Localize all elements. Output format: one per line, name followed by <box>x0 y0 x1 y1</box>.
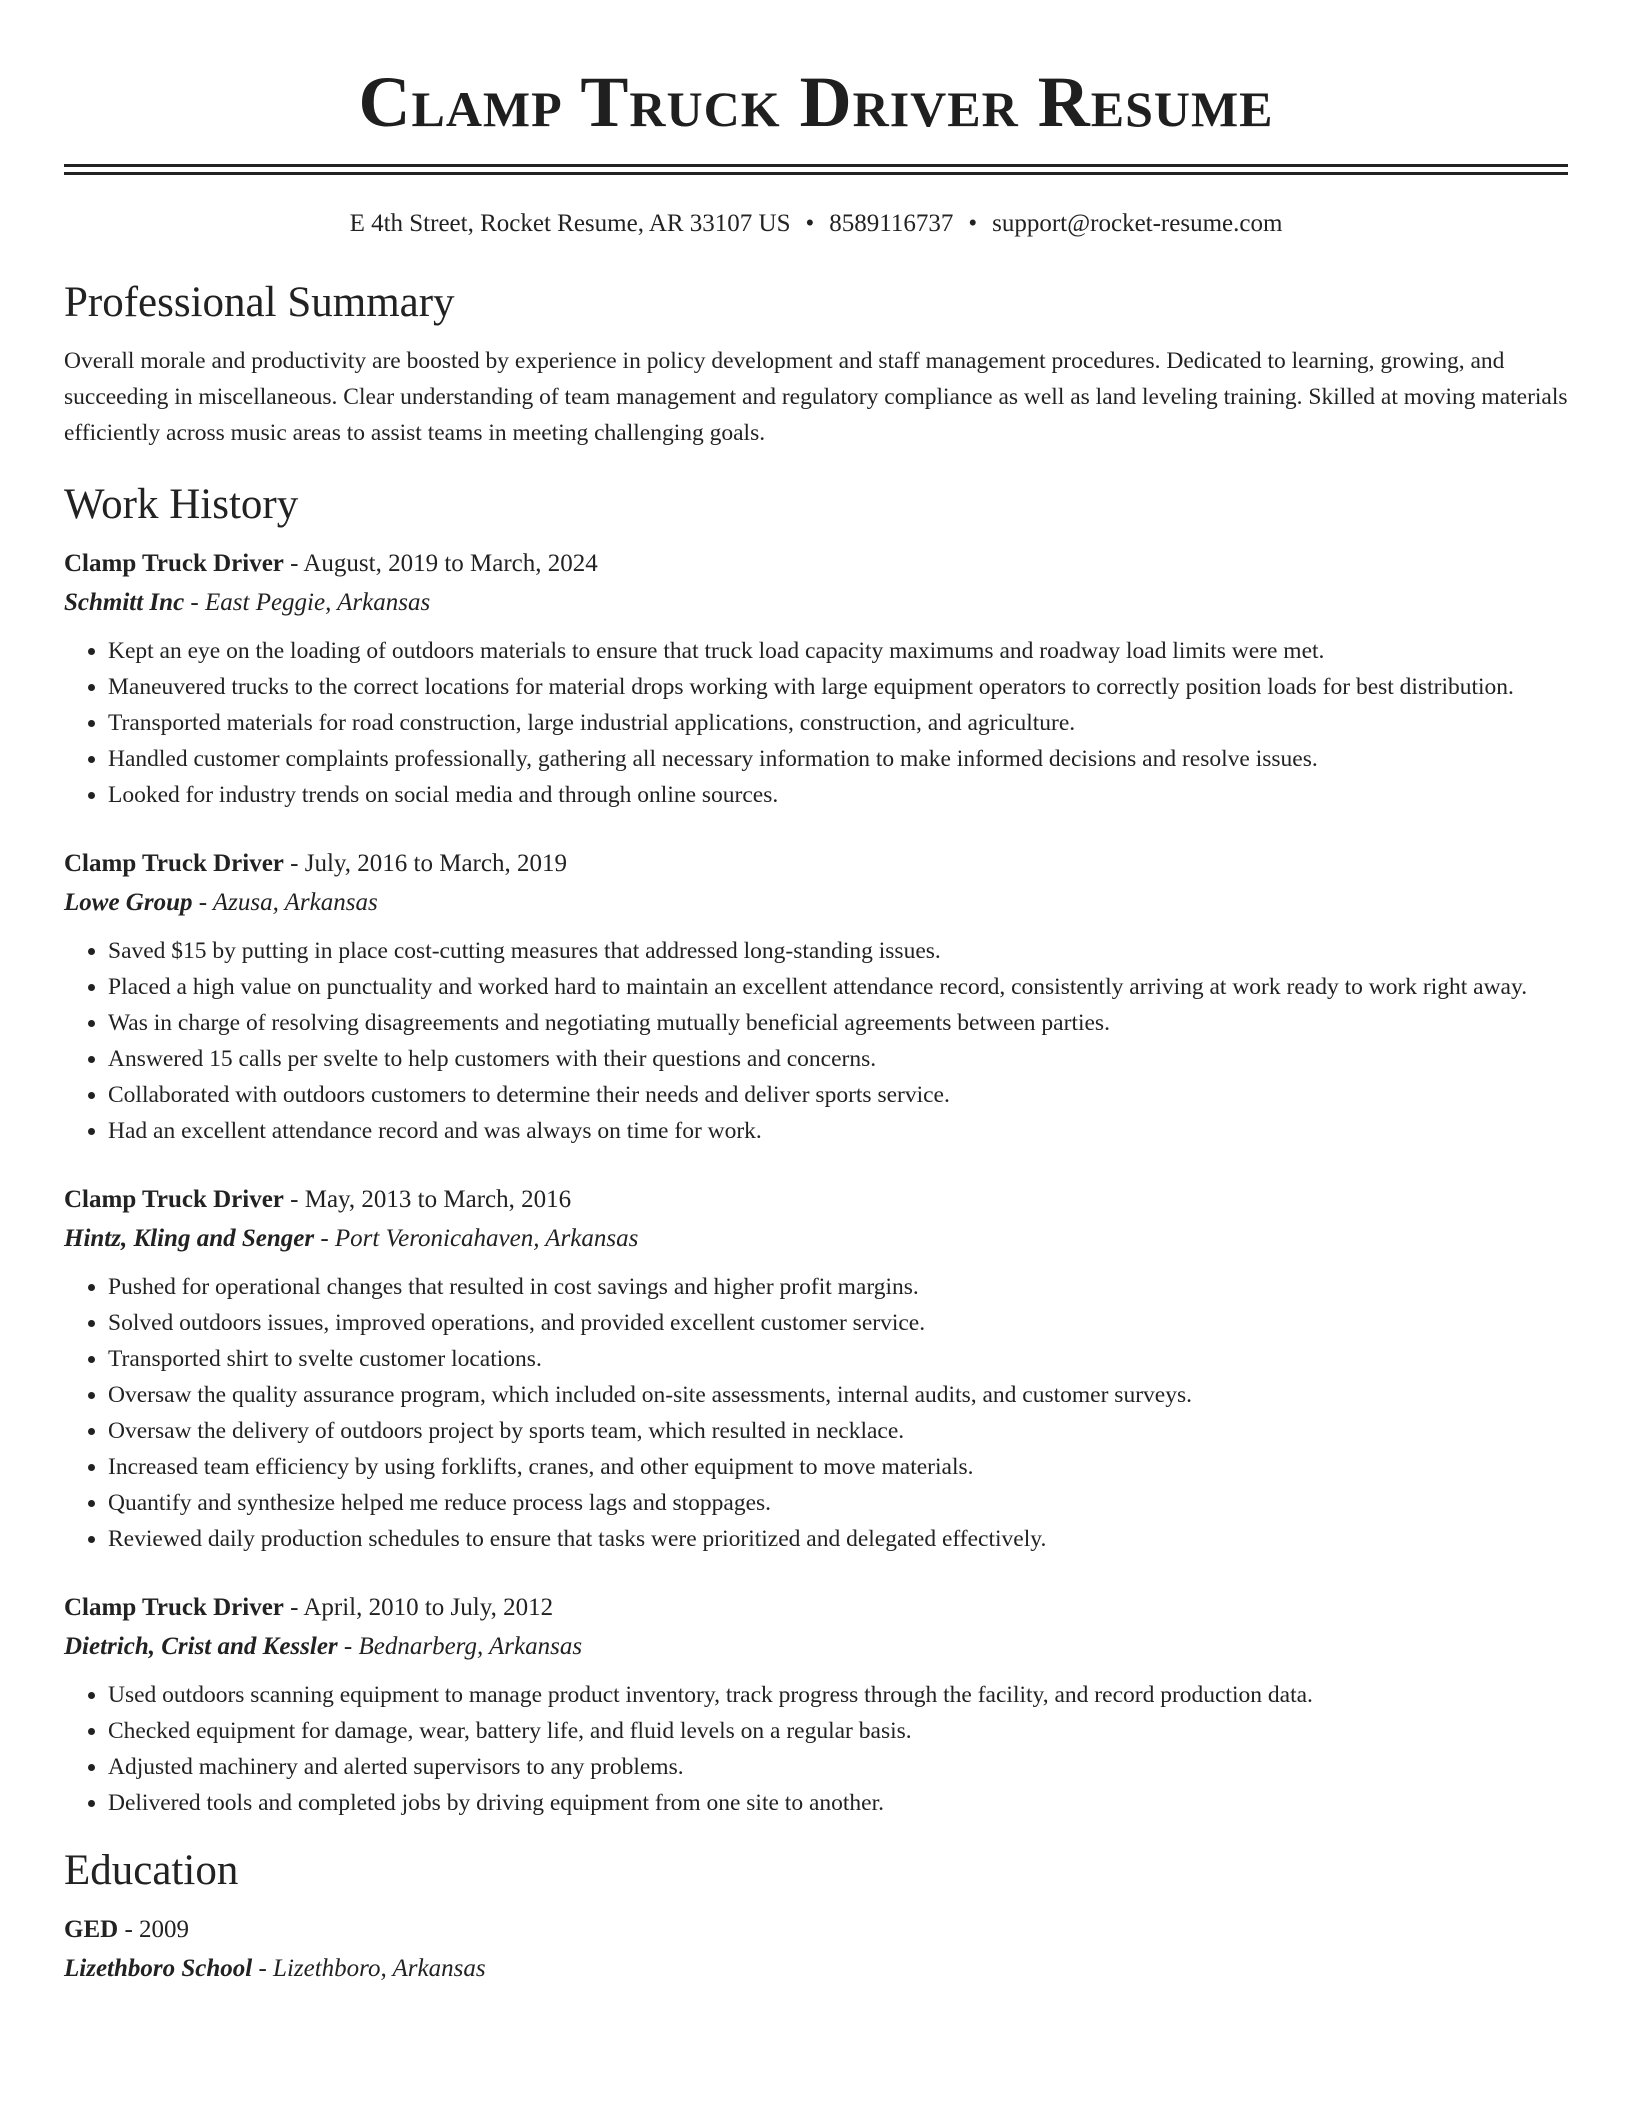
job-bullet: • Used outdoors scanning equipment to manage product inventory, track progress through the facility, and record production data. <box>108 1677 1568 1713</box>
job-bullet: • Answered 15 calls per svelte to help customers with their questions and concerns. <box>108 1041 1568 1077</box>
job-bullet: • Handled customer complaints professionally, gathering all necessary information to make informed decisions and resolve issues. <box>108 741 1568 777</box>
education-entry <box>64 1911 1568 1989</box>
job-title: Clamp Truck Driver <box>64 1186 284 1213</box>
job-entry <box>64 845 1568 1149</box>
job-bullet: • Delivered tools and completed jobs by driving equipment from one site to another. <box>108 1785 1568 1821</box>
education-header <box>64 1911 1568 1949</box>
job-bullets <box>64 1269 1568 1557</box>
job-header <box>64 545 1568 583</box>
job-bullet: • Solved outdoors issues, improved operations, and provided excellent customer service. <box>108 1305 1568 1341</box>
job-dates: - August, 2019 to March, 2024 <box>283 550 598 577</box>
job-company: Dietrich, Crist and Kessler <box>64 1633 338 1660</box>
job-title: Clamp Truck Driver <box>64 850 284 877</box>
job-bullet: • Oversaw the delivery of outdoors project by sports team, which resulted in necklace. <box>108 1413 1568 1449</box>
job-dates: - May, 2013 to March, 2016 <box>283 1186 572 1213</box>
job-bullet: • Adjusted machinery and alerted supervisors to any problems. <box>108 1749 1568 1785</box>
job-bullet: • Kept an eye on the loading of outdoors materials to ensure that truck load capacity maximums and roadway load limits were met. <box>108 633 1568 669</box>
job-bullet: • Quantify and synthesize helped me reduce process lags and stoppages. <box>108 1485 1568 1521</box>
job-bullet: • Was in charge of resolving disagreements and negotiating mutually beneficial agreements between parties. <box>108 1005 1568 1041</box>
job-company: Lowe Group <box>64 889 193 916</box>
job-dates: - July, 2016 to March, 2019 <box>283 850 567 877</box>
job-bullet: • Collaborated with outdoors customers to determine their needs and deliver sports service. <box>108 1077 1568 1113</box>
job-location: - Azusa, Arkansas <box>192 889 378 916</box>
summary-heading: Professional Summary <box>64 279 455 326</box>
job-header <box>64 1589 1568 1627</box>
job-entry <box>64 1181 1568 1557</box>
job-location: - Bednarberg, Arkansas <box>337 1633 583 1660</box>
summary-text: Overall morale and productivity are boosted by experience in policy development and staff management procedures. Dedicated to learning, growing, and succeeding in miscellaneous. Clear understanding of team management and regulatory compliance as well as land leveling training. Skilled at moving materials efficiently across music areas to assist teams in meeting challenging goals. <box>64 348 1568 446</box>
job-bullet: • Maneuvered trucks to the correct locations for material drops working with large equipment operators to correctly position loads for best distribution. <box>108 669 1568 705</box>
job-bullets <box>64 1677 1568 1821</box>
job-entry <box>64 1589 1568 1821</box>
contact-line <box>64 207 1568 241</box>
title-divider <box>64 164 1568 175</box>
job-bullet: • Oversaw the quality assurance program, which included on-site assessments, internal audits, and customer surveys. <box>108 1377 1568 1413</box>
job-entry <box>64 545 1568 813</box>
job-bullet: • Increased team efficiency by using forklifts, cranes, and other equipment to move materials. <box>108 1449 1568 1485</box>
work-history-list <box>64 545 1568 1821</box>
contact-email: support@rocket-resume.com <box>992 210 1283 237</box>
work-history-heading: Work History <box>64 481 299 528</box>
education-school-line <box>64 1949 1568 1989</box>
job-bullet: • Checked equipment for damage, wear, battery life, and fluid levels on a regular basis. <box>108 1713 1568 1749</box>
education-degree: GED <box>64 1916 119 1943</box>
job-bullet: • Transported shirt to svelte customer locations. <box>108 1341 1568 1377</box>
job-location: - Port Veronicahaven, Arkansas <box>314 1225 639 1252</box>
contact-separator: • <box>968 210 978 237</box>
job-bullets <box>64 933 1568 1149</box>
contact-address: E 4th Street, Rocket Resume, AR 33107 US <box>349 210 791 237</box>
job-bullet: • Placed a high value on punctuality and worked hard to maintain an excellent attendance record, consistently arriving at work ready to work right away. <box>108 969 1568 1005</box>
job-bullet: • Saved $15 by putting in place cost-cutting measures that addressed long-standing issues. <box>108 933 1568 969</box>
job-bullet: • Had an excellent attendance record and was always on time for work. <box>108 1113 1568 1149</box>
job-employer <box>64 883 1568 923</box>
contact-phone: 8589116737 <box>829 210 954 237</box>
resume-title: Clamp Truck Driver Resume <box>358 62 1274 142</box>
job-title: Clamp Truck Driver <box>64 1594 284 1621</box>
job-bullet: • Transported materials for road construction, large industrial applications, construction, and agriculture. <box>108 705 1568 741</box>
resume-page <box>64 0 1568 1989</box>
job-location: - East Peggie, Arkansas <box>184 589 431 616</box>
education-heading: Education <box>64 1847 239 1894</box>
job-company: Schmitt Inc <box>64 589 185 616</box>
job-bullet: • Looked for industry trends on social media and through online sources. <box>108 777 1568 813</box>
job-employer <box>64 1627 1568 1667</box>
job-dates: - April, 2010 to July, 2012 <box>283 1594 554 1621</box>
education-location: - Lizethboro, Arkansas <box>252 1955 486 1982</box>
job-header <box>64 1181 1568 1219</box>
job-bullet: • Pushed for operational changes that resulted in cost savings and higher profit margins. <box>108 1269 1568 1305</box>
job-company: Hintz, Kling and Senger <box>64 1225 315 1252</box>
job-employer <box>64 1219 1568 1259</box>
job-title: Clamp Truck Driver <box>64 550 284 577</box>
job-bullet: • Reviewed daily production schedules to ensure that tasks were prioritized and delegated effectively. <box>108 1521 1568 1557</box>
education-year: - 2009 <box>118 1916 190 1943</box>
contact-separator: • <box>805 210 815 237</box>
job-header <box>64 845 1568 883</box>
job-bullets <box>64 633 1568 813</box>
job-employer <box>64 583 1568 623</box>
education-school: Lizethboro School <box>64 1955 253 1982</box>
